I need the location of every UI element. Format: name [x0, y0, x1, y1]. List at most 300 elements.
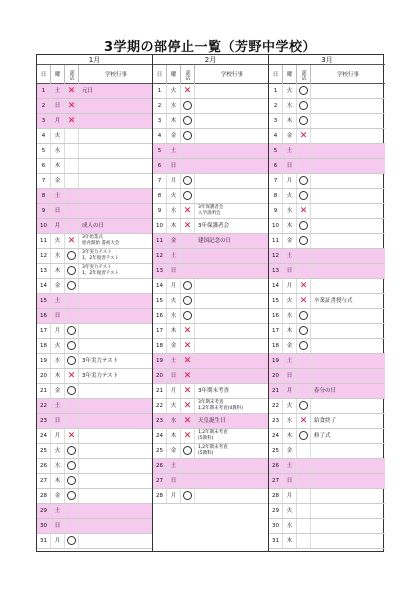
circle-icon — [67, 476, 76, 485]
weekday-cell: 火 — [283, 504, 297, 518]
weekday-cell: 火 — [51, 234, 65, 248]
table-row — [269, 264, 385, 279]
table-row — [153, 264, 268, 279]
table-row — [37, 234, 152, 249]
weekday-cell: 水 — [283, 309, 297, 323]
circle-icon — [183, 101, 192, 110]
event-cell — [195, 279, 269, 293]
date-cell: 10 — [153, 219, 167, 233]
event-cell: 天皇誕生日 — [198, 418, 226, 424]
club-status-cell — [297, 339, 311, 353]
club-status-cell — [181, 369, 195, 383]
date-cell: 12 — [153, 249, 167, 263]
date-cell: 6 — [269, 159, 283, 173]
table-row — [37, 144, 152, 159]
club-status-cell — [297, 399, 311, 413]
weekday-cell: 火 — [283, 399, 297, 413]
club-status-cell — [297, 174, 311, 188]
circle-icon — [299, 221, 308, 230]
circle-icon — [67, 386, 76, 395]
event-cell — [79, 279, 153, 293]
table-row — [153, 489, 268, 504]
event-cell — [311, 504, 385, 518]
weekday-cell: 金 — [283, 129, 297, 143]
table-row — [37, 354, 152, 369]
weekday-cell: 金 — [51, 489, 65, 503]
event-cell: 3年保護者会 入学説明会 — [198, 205, 224, 216]
date-cell: 25 — [153, 444, 167, 458]
date-cell: 26 — [37, 459, 51, 473]
event-cell — [79, 204, 153, 218]
cross-icon: ✕ — [67, 371, 76, 381]
event-cell — [195, 264, 269, 278]
cross-icon: ✕ — [183, 221, 192, 231]
table-row — [37, 324, 152, 339]
event-cell — [195, 174, 269, 188]
header-club — [65, 65, 79, 84]
club-status-cell — [65, 114, 79, 128]
date-cell: 31 — [269, 534, 283, 548]
event-cell — [79, 339, 153, 353]
date-cell: 13 — [269, 264, 283, 278]
event-cell — [311, 204, 385, 218]
event-cell — [79, 429, 153, 443]
table-row — [37, 534, 152, 549]
date-cell: 19 — [153, 354, 167, 368]
club-status-cell — [297, 534, 311, 548]
table-row — [153, 294, 268, 309]
event-cell — [79, 99, 153, 113]
date-cell: 3 — [153, 114, 167, 128]
weekday-cell: 月 — [167, 279, 181, 293]
table-row — [153, 144, 268, 159]
club-status-cell — [65, 309, 79, 323]
date-cell: 8 — [37, 189, 51, 203]
event-cell — [311, 444, 385, 458]
club-status-cell — [297, 144, 311, 158]
event-cell — [311, 399, 385, 413]
club-status-cell — [297, 84, 311, 98]
weekday-cell: 日 — [283, 369, 297, 383]
table-row — [153, 234, 268, 249]
weekday-cell: 火 — [51, 339, 65, 353]
club-status-cell — [65, 504, 79, 518]
event-cell — [311, 189, 385, 203]
header-events-label: 学校行事 — [336, 71, 359, 78]
header-dow-label: 曜 — [54, 71, 61, 78]
club-status-cell — [181, 444, 195, 458]
month-label: 3月 — [269, 55, 385, 65]
table-row — [37, 294, 152, 309]
weekday-cell: 月 — [51, 114, 65, 128]
cross-icon: ✕ — [67, 101, 76, 111]
date-cell: 14 — [269, 279, 283, 293]
date-cell: 17 — [153, 324, 167, 338]
table-row — [37, 99, 152, 114]
table-row — [37, 414, 152, 429]
weekday-cell: 火 — [167, 399, 181, 413]
event-cell — [311, 219, 385, 233]
weekday-cell: 水 — [167, 414, 181, 428]
table-row — [269, 234, 385, 249]
cross-icon: ✕ — [67, 86, 76, 96]
date-cell: 11 — [37, 234, 51, 248]
table-row — [37, 84, 152, 99]
date-cell: 8 — [269, 189, 283, 203]
club-status-cell — [297, 474, 311, 488]
table-row — [153, 174, 268, 189]
date-cell: 6 — [37, 159, 51, 173]
table-row — [269, 519, 385, 534]
event-cell: 修了式 — [314, 433, 331, 439]
event-cell: 3年実力テスト 1，2年復習テスト — [82, 250, 120, 261]
weekday-cell: 金 — [167, 444, 181, 458]
club-status-cell — [181, 219, 195, 233]
club-status-cell — [181, 114, 195, 128]
event-cell: 3年期末考査 1,2年期末考査(4教科) — [198, 400, 244, 411]
club-status-cell — [65, 219, 79, 233]
club-status-cell — [181, 384, 195, 398]
event-cell — [311, 159, 385, 173]
date-cell: 19 — [269, 354, 283, 368]
weekday-cell: 土 — [51, 189, 65, 203]
circle-icon — [67, 446, 76, 455]
header-club-label: 部活 — [300, 69, 307, 80]
circle-icon — [67, 281, 76, 290]
weekday-cell: 金 — [167, 339, 181, 353]
event-cell — [311, 354, 385, 368]
weekday-cell: 木 — [283, 324, 297, 338]
club-status-cell — [297, 264, 311, 278]
table-row — [269, 294, 385, 309]
weekday-cell: 金 — [283, 444, 297, 458]
date-cell: 13 — [37, 264, 51, 278]
date-cell: 8 — [153, 189, 167, 203]
event-cell — [311, 249, 385, 263]
event-cell — [311, 339, 385, 353]
weekday-cell: 日 — [51, 309, 65, 323]
event-cell — [311, 264, 385, 278]
table-row — [37, 519, 152, 534]
table-row — [37, 219, 152, 234]
date-cell: 17 — [37, 324, 51, 338]
date-cell: 23 — [269, 414, 283, 428]
cross-icon: ✕ — [299, 416, 308, 426]
club-status-cell — [65, 354, 79, 368]
table-row — [37, 249, 152, 264]
club-status-cell — [297, 294, 311, 308]
table-row — [37, 264, 152, 279]
date-cell: 1 — [153, 84, 167, 98]
table-row — [269, 474, 385, 489]
date-cell: 15 — [37, 294, 51, 308]
club-status-cell — [65, 444, 79, 458]
weekday-cell: 木 — [283, 219, 297, 233]
club-status-cell — [297, 369, 311, 383]
event-cell — [311, 324, 385, 338]
club-status-cell — [65, 249, 79, 263]
weekday-cell: 金 — [167, 129, 181, 143]
table-row — [269, 144, 385, 159]
month-label: 1月 — [37, 55, 152, 65]
cross-icon: ✕ — [67, 116, 76, 126]
event-cell: 3年実力テスト — [82, 373, 119, 379]
table-row — [37, 339, 152, 354]
table-row — [269, 399, 385, 414]
club-status-cell — [181, 429, 195, 443]
event-cell — [79, 459, 153, 473]
date-cell: 4 — [153, 129, 167, 143]
table-row — [153, 249, 268, 264]
table-row — [153, 84, 268, 99]
weekday-cell: 金 — [167, 234, 181, 248]
event-cell — [79, 444, 153, 458]
event-cell: 3年始業式 給食開始 書初大会 — [82, 235, 120, 246]
club-status-cell — [297, 324, 311, 338]
circle-icon — [67, 266, 76, 275]
weekday-cell: 火 — [283, 294, 297, 308]
cross-icon: ✕ — [183, 86, 192, 96]
cross-icon: ✕ — [183, 326, 192, 336]
table-row — [153, 279, 268, 294]
event-cell — [311, 534, 385, 548]
date-cell: 25 — [37, 444, 51, 458]
cross-icon: ✕ — [183, 386, 192, 396]
club-status-cell — [181, 474, 195, 488]
weekday-cell: 水 — [283, 414, 297, 428]
date-cell: 21 — [37, 384, 51, 398]
weekday-cell: 土 — [167, 144, 181, 158]
club-status-cell — [181, 264, 195, 278]
event-cell: 建国記念の日 — [198, 238, 232, 244]
table-row — [153, 474, 268, 489]
table-row — [153, 354, 268, 369]
date-cell: 2 — [269, 99, 283, 113]
event-cell — [311, 84, 385, 98]
circle-icon — [67, 491, 76, 500]
weekday-cell: 木 — [51, 474, 65, 488]
month-label: 2月 — [153, 55, 268, 65]
club-status-cell — [65, 264, 79, 278]
date-cell: 4 — [37, 129, 51, 143]
table-row — [37, 189, 152, 204]
table-row — [37, 159, 152, 174]
date-cell: 11 — [153, 234, 167, 248]
weekday-cell: 土 — [167, 459, 181, 473]
event-cell: 元日 — [82, 88, 94, 94]
weekday-cell: 日 — [51, 414, 65, 428]
date-cell: 20 — [269, 369, 283, 383]
weekday-cell: 木 — [283, 114, 297, 128]
date-cell: 27 — [153, 474, 167, 488]
weekday-cell: 金 — [283, 234, 297, 248]
event-cell — [79, 114, 153, 128]
event-cell — [195, 354, 269, 368]
event-cell — [195, 114, 269, 128]
weekday-cell: 月 — [51, 429, 65, 443]
club-status-cell — [65, 414, 79, 428]
event-cell — [79, 489, 153, 503]
club-status-cell — [65, 369, 79, 383]
club-status-cell — [297, 219, 311, 233]
table-row — [153, 189, 268, 204]
event-cell — [195, 324, 269, 338]
date-cell: 24 — [269, 429, 283, 443]
table-row — [37, 204, 152, 219]
club-status-cell — [297, 279, 311, 293]
circle-icon — [299, 101, 308, 110]
club-status-cell — [297, 489, 311, 503]
event-cell — [195, 99, 269, 113]
event-cell — [79, 129, 153, 143]
cross-icon: ✕ — [183, 401, 192, 411]
weekday-cell: 水 — [51, 354, 65, 368]
date-cell: 5 — [37, 144, 51, 158]
table-row — [153, 114, 268, 129]
table-row — [37, 399, 152, 414]
event-cell — [79, 144, 153, 158]
event-cell — [311, 459, 385, 473]
cross-icon: ✕ — [183, 371, 192, 381]
event-cell — [79, 474, 153, 488]
table-row — [37, 489, 152, 504]
event-cell — [79, 399, 153, 413]
event-cell: 1,2年期末考査 (5教科) — [198, 430, 228, 441]
event-cell: 3年期末考査 — [198, 388, 229, 394]
header-dow — [283, 65, 297, 84]
date-cell: 18 — [269, 339, 283, 353]
event-cell — [311, 369, 385, 383]
event-cell — [195, 144, 269, 158]
table-row — [37, 114, 152, 129]
event-cell: 1,2年期末考査 (5教科) — [198, 445, 228, 456]
club-status-cell — [297, 414, 311, 428]
date-cell: 21 — [153, 384, 167, 398]
header-dow — [167, 65, 181, 84]
weekday-cell: 土 — [283, 354, 297, 368]
event-cell — [195, 489, 269, 503]
event-cell — [79, 504, 153, 518]
weekday-cell: 火 — [51, 444, 65, 458]
cross-icon: ✕ — [183, 416, 192, 426]
club-status-cell — [65, 429, 79, 443]
date-cell: 18 — [37, 339, 51, 353]
weekday-cell: 日 — [167, 159, 181, 173]
date-cell: 27 — [37, 474, 51, 488]
event-cell — [195, 129, 269, 143]
club-status-cell — [181, 159, 195, 173]
date-cell: 10 — [37, 219, 51, 233]
club-status-cell — [181, 339, 195, 353]
weekday-cell: 火 — [167, 294, 181, 308]
table-row — [269, 369, 385, 384]
cross-icon: ✕ — [299, 281, 308, 291]
date-cell: 6 — [153, 159, 167, 173]
date-cell: 26 — [269, 459, 283, 473]
date-cell: 13 — [153, 264, 167, 278]
date-cell: 20 — [153, 369, 167, 383]
date-cell: 9 — [37, 204, 51, 218]
table-row — [153, 399, 268, 414]
weekday-cell: 木 — [167, 324, 181, 338]
column-header-row — [269, 65, 385, 84]
event-cell: 給食終了 — [314, 418, 337, 424]
weekday-cell: 月 — [283, 384, 297, 398]
date-cell: 20 — [37, 369, 51, 383]
date-cell: 28 — [37, 489, 51, 503]
date-cell: 14 — [153, 279, 167, 293]
event-cell — [195, 309, 269, 323]
header-events — [195, 65, 269, 84]
page-title: 3学期の部停止一覧（芳野中学校） — [103, 40, 317, 55]
table-row — [37, 474, 152, 489]
table-row — [269, 324, 385, 339]
weekday-cell: 月 — [51, 534, 65, 548]
table-row — [269, 219, 385, 234]
table-row — [269, 159, 385, 174]
table-row — [153, 459, 268, 474]
circle-icon — [67, 356, 76, 365]
date-cell: 27 — [269, 474, 283, 488]
header-events-label: 学校行事 — [104, 71, 127, 78]
weekday-cell: 土 — [51, 294, 65, 308]
header-events — [79, 65, 153, 84]
weekday-cell: 金 — [51, 279, 65, 293]
date-cell: 23 — [153, 414, 167, 428]
club-status-cell — [65, 174, 79, 188]
event-cell — [311, 309, 385, 323]
date-cell: 14 — [37, 279, 51, 293]
weekday-cell: 水 — [51, 459, 65, 473]
circle-icon — [67, 461, 76, 470]
event-cell — [79, 189, 153, 203]
circle-icon — [299, 176, 308, 185]
weekday-cell: 木 — [51, 264, 65, 278]
club-status-cell — [181, 99, 195, 113]
club-status-cell — [297, 384, 311, 398]
table-row — [153, 384, 268, 399]
date-cell: 11 — [269, 234, 283, 248]
circle-icon — [67, 536, 76, 545]
date-cell: 24 — [37, 429, 51, 443]
table-row — [269, 384, 385, 399]
circle-icon — [67, 341, 76, 350]
date-cell: 9 — [269, 204, 283, 218]
weekday-cell: 月 — [283, 489, 297, 503]
weekday-cell: 土 — [283, 144, 297, 158]
club-status-cell — [181, 144, 195, 158]
club-status-cell — [65, 294, 79, 308]
table-row — [37, 309, 152, 324]
date-cell: 7 — [37, 174, 51, 188]
date-cell: 2 — [37, 99, 51, 113]
event-cell — [195, 189, 269, 203]
table-row — [269, 504, 385, 519]
club-status-cell — [181, 234, 195, 248]
date-cell: 1 — [269, 84, 283, 98]
table-row — [269, 414, 385, 429]
weekday-cell: 木 — [51, 159, 65, 173]
date-cell: 29 — [37, 504, 51, 518]
club-status-cell — [65, 234, 79, 248]
table-row — [269, 249, 385, 264]
event-cell: 3年実力テスト — [82, 358, 119, 364]
weekday-cell: 水 — [167, 204, 181, 218]
weekday-cell: 水 — [167, 309, 181, 323]
event-cell — [195, 159, 269, 173]
weekday-cell: 水 — [167, 99, 181, 113]
cross-icon: ✕ — [299, 131, 308, 141]
